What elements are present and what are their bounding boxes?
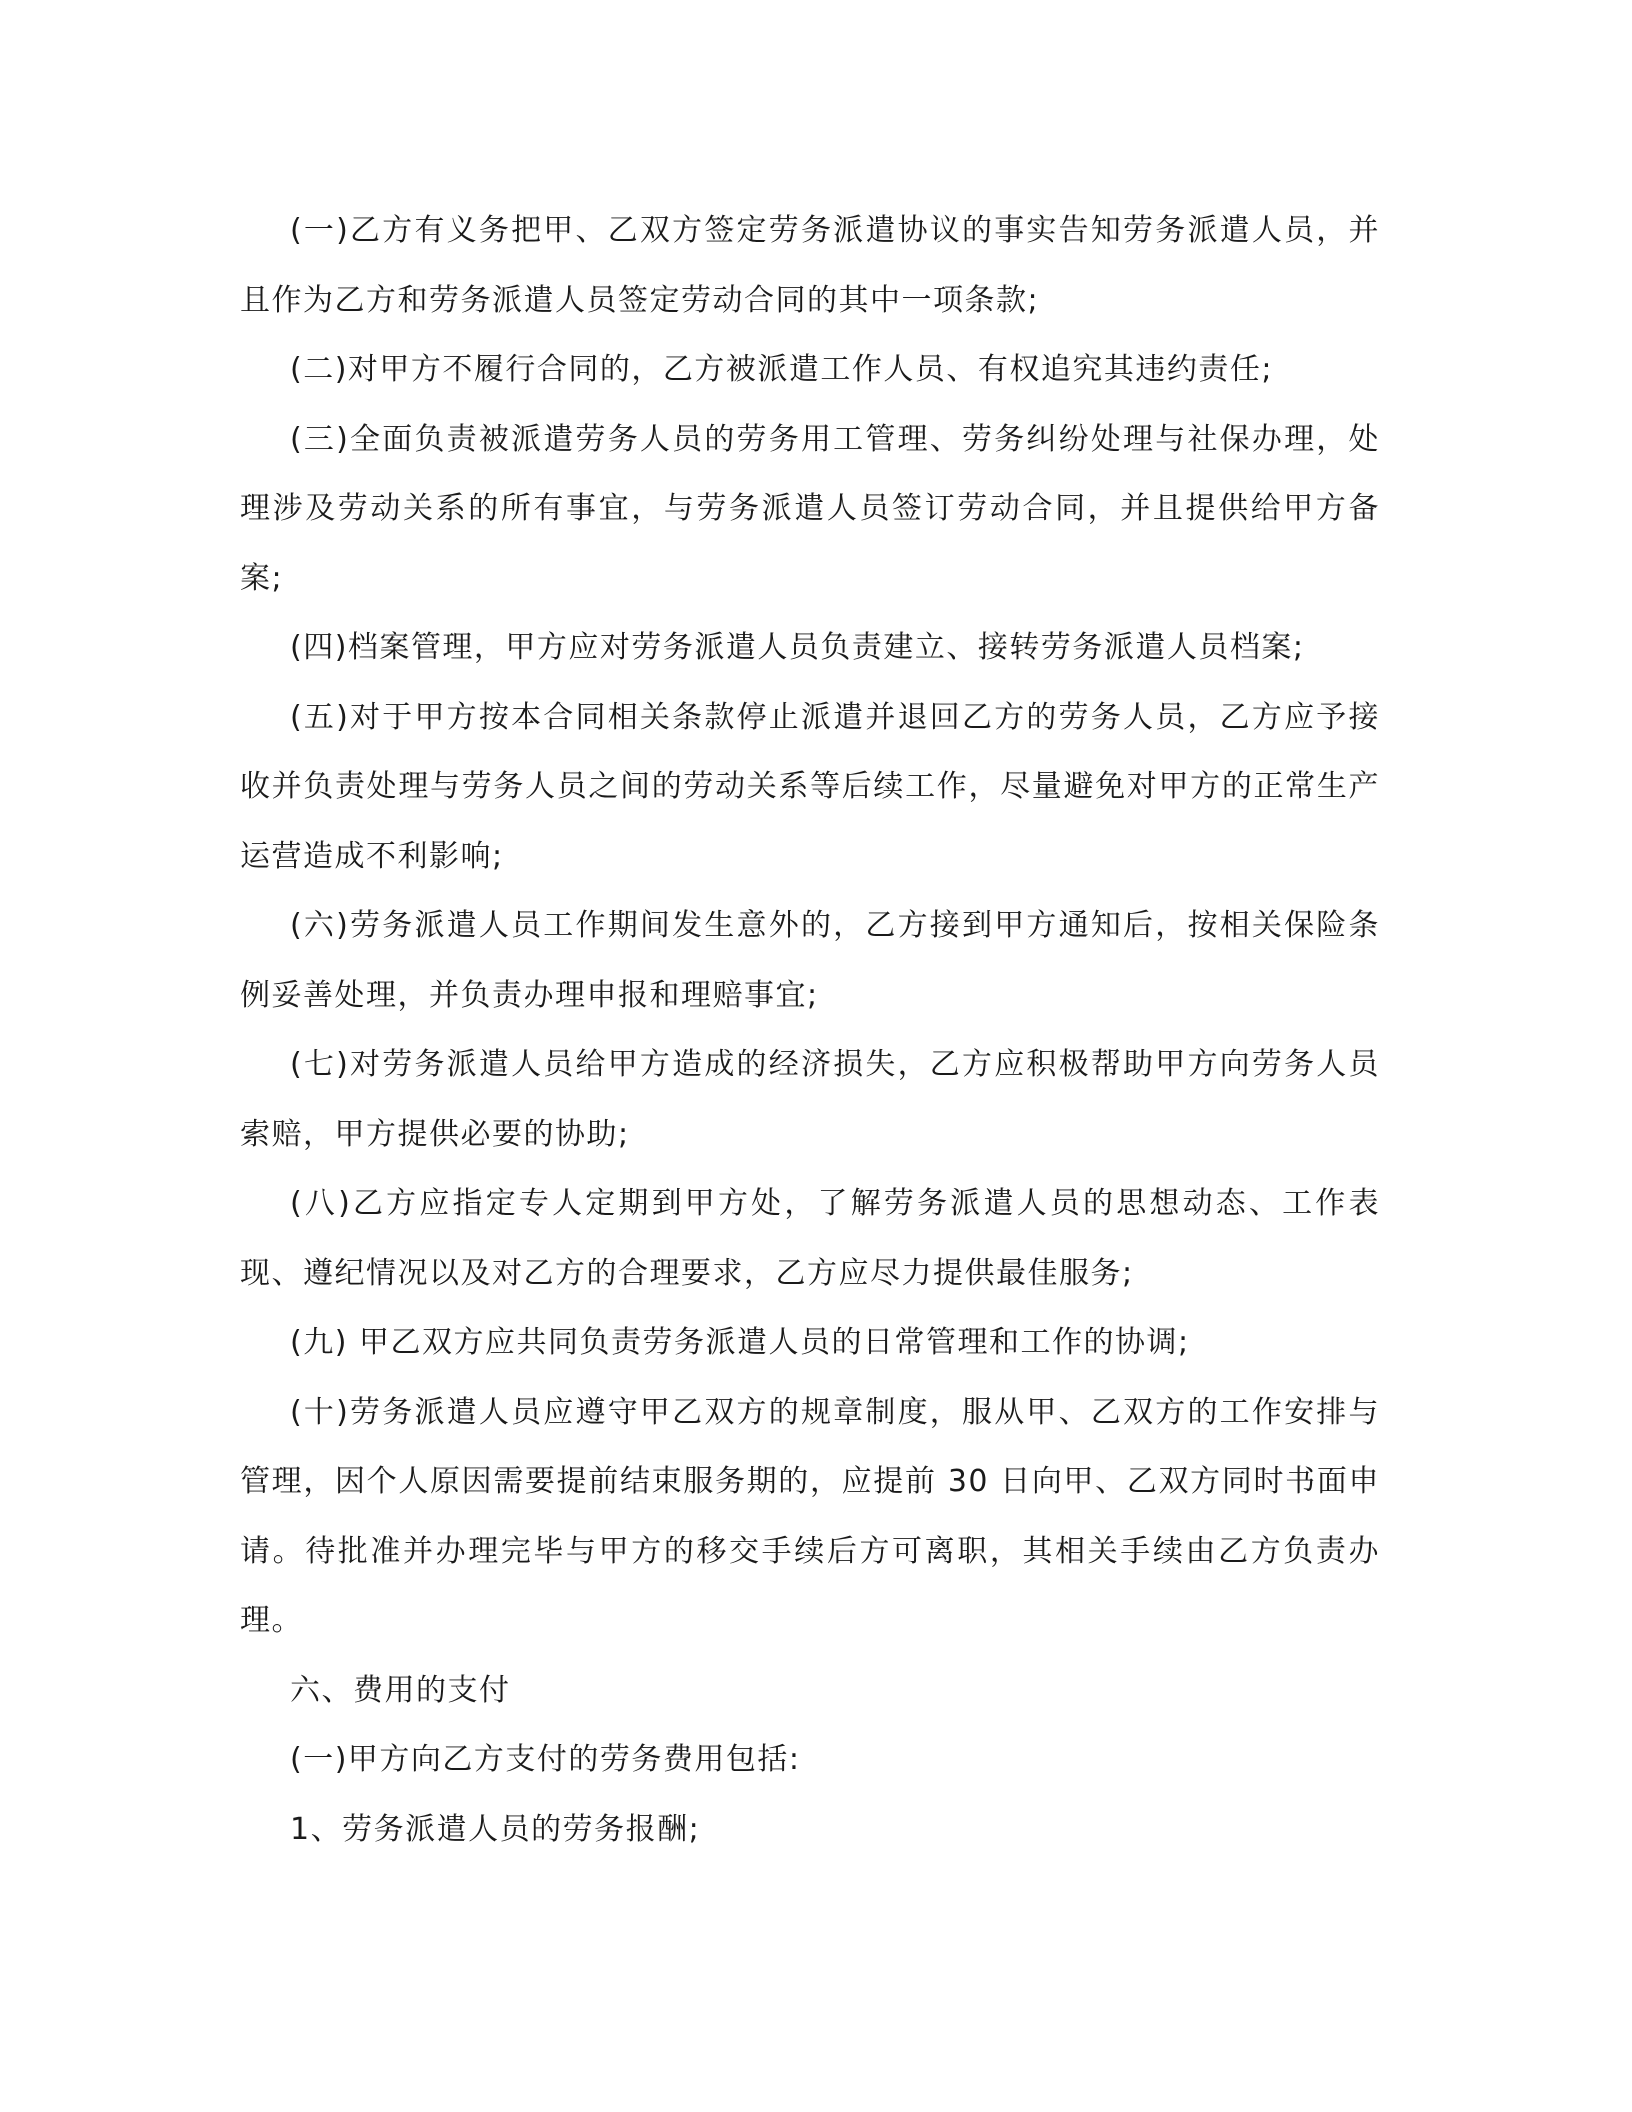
paragraph-obligation-7: (七)对劳务派遣人员给甲方造成的经济损失，乙方应积极帮助甲方向劳务人员索赔，甲方提供必要的协助; (240, 1047, 1380, 1152)
paragraph-fees-1: (一)甲方向乙方支付的劳务费用包括: (290, 1742, 801, 1777)
paragraph-obligation-10: (十)劳务派遣人员应遵守甲乙双方的规章制度，服从甲、乙双方的工作安排与管理，因个人原因需要提前结束服务期的，应提前 30 日向甲、乙双方同时书面申请。待批准并办理完毕与甲方的移交手续后方可离职，其相关手续由乙方负责办理。 (240, 1394, 1380, 1638)
paragraph-obligation-5: (五)对于甲方按本合同相关条款停止派遣并退回乙方的劳务人员，乙方应予接收并负责处理与劳务人员之间的劳动关系等后续工作，尽量避免对甲方的正常生产运营造成不利影响; (240, 699, 1380, 874)
paragraph-obligation-3: (三)全面负责被派遣劳务人员的劳务用工管理、劳务纠纷处理与社保办理，处理涉及劳动关系的所有事宜，与劳务派遣人员签订劳动合同，并且提供给甲方备案; (240, 421, 1380, 596)
paragraph-obligation-1: (一)乙方有义务把甲、乙双方签定劳务派遣协议的事实告知劳务派遣人员，并且作为乙方和劳务派遣人员签定劳动合同的其中一项条款; (240, 213, 1380, 318)
paragraph-obligation-8: (八)乙方应指定专人定期到甲方处，了解劳务派遣人员的思想动态、工作表现、遵纪情况以及对乙方的合理要求，乙方应尽力提供最佳服务; (240, 1186, 1380, 1291)
paragraph-obligation-6: (六)劳务派遣人员工作期间发生意外的，乙方接到甲方通知后，按相关保险条例妥善处理，并负责办理申报和理赔事宜; (240, 908, 1380, 1013)
section-heading-fees: 六、费用的支付 (290, 1672, 511, 1708)
paragraph-obligation-4: (四)档案管理，甲方应对劳务派遣人员负责建立、接转劳务派遣人员档案; (290, 630, 1305, 665)
document-body (240, 196, 1380, 1864)
paragraph-obligation-2: (二)对甲方不履行合同的，乙方被派遣工作人员、有权追究其违约责任; (290, 352, 1274, 387)
paragraph-fees-item-1: 1、劳务派遣人员的劳务报酬; (290, 1811, 701, 1847)
paragraph-obligation-9: (九) 甲乙双方应共同负责劳务派遣人员的日常管理和工作的协调; (290, 1325, 1190, 1360)
